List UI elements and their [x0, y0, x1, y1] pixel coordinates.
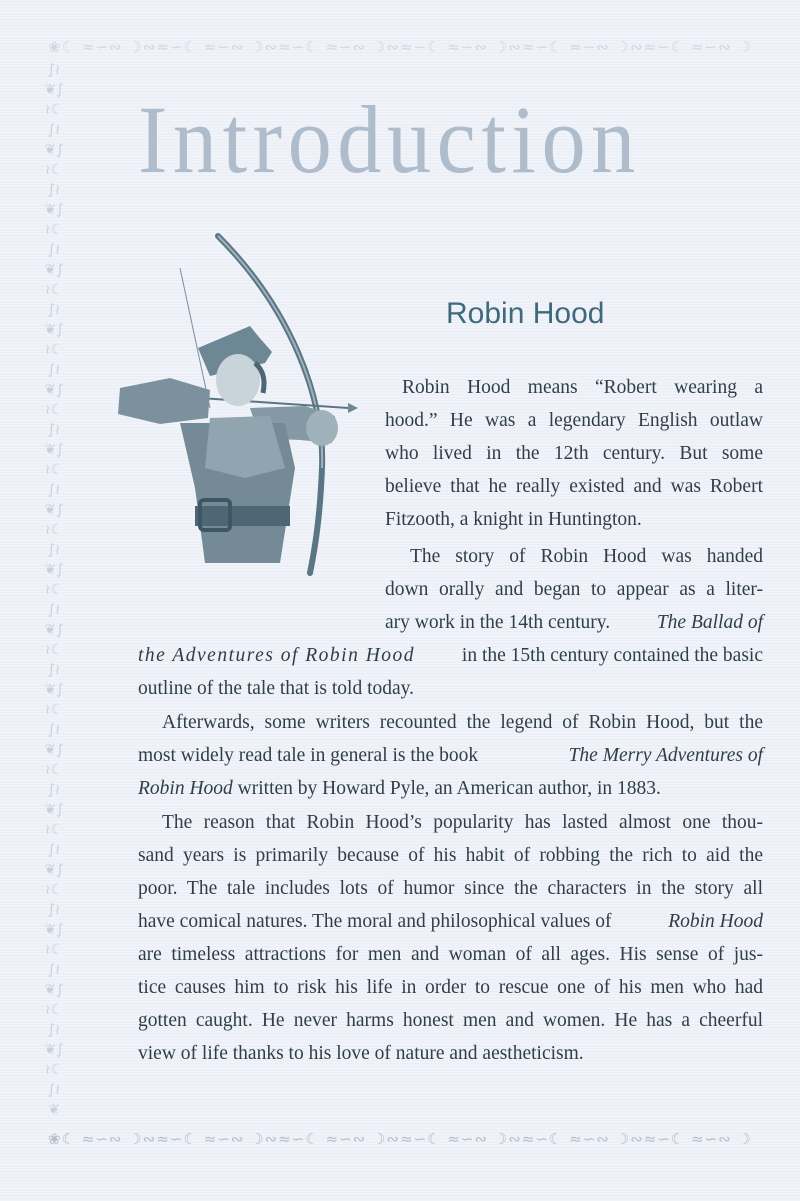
- paragraph-1-line-4: believe that he really existed and was Robert: [385, 476, 763, 497]
- merry-adventures-title-part-2: Robin Hood: [138, 778, 233, 799]
- paragraph-2-line-1: The story of Robin Hood was handed: [410, 546, 763, 567]
- paragraph-3-line-2-text: most widely read tale in general is the book: [138, 745, 479, 766]
- paragraph-3-line-3: [138, 772, 661, 805]
- section-heading: Robin Hood: [446, 297, 605, 330]
- paragraph-2-line-5: outline of the tale that is told today.: [138, 678, 415, 699]
- paragraph-3-line-2: [138, 739, 763, 772]
- ornamental-border-bottom: ❀☾ ≈∽∾ ☽∾≈∽☾ ≈∽∾ ☽∾≈∽☾ ≈∽∾ ☽∾≈∽☾ ≈∽∾ ☽∾≈∽☾ ≈∽∾ ☽∾≈∽☾ ≈∽∾ ☽: [48, 1130, 752, 1148]
- robin-hood-title-italic: Robin Hood: [668, 911, 763, 932]
- paragraph-4-line-6: tice causes him to risk his life in order to rescue one of his men who had: [138, 977, 763, 998]
- paragraph-1-line-2: hood.” He was a legendary English outlaw: [385, 410, 763, 431]
- paragraph-4-line-4-text: have comical natures. The moral and philosophical values of: [138, 911, 612, 932]
- page-title: Introduction: [138, 86, 641, 193]
- ornamental-border-top: ❀☾ ≈∽∾ ☽∾≈∽☾ ≈∽∾ ☽∾≈∽☾ ≈∽∾ ☽∾≈∽☾ ≈∽∾ ☽∾≈∽☾ ≈∽∾ ☽∾≈∽☾ ≈∽∾ ☽: [48, 38, 752, 56]
- paragraph-4-line-2: sand years is primarily because of his habit of robbing the rich to aid the: [138, 845, 763, 866]
- merry-adventures-title-part-1: The Merry Adventures of: [568, 745, 763, 766]
- paragraph-3-line-3-text: written by Howard Pyle, an American author, in 1883.: [232, 778, 661, 799]
- paragraph-4-line-1: The reason that Robin Hood’s popularity has lasted almost one thou-: [162, 812, 763, 833]
- paragraph-4-line-8: view of life thanks to his love of nature and aestheticism.: [138, 1043, 584, 1064]
- paragraph-2-line-4-text: in the 15th century contained the basic: [461, 645, 763, 666]
- paragraph-1-line-3: who lived in the 12th century. But some: [385, 443, 763, 464]
- paragraph-2-line-2: down orally and began to appear as a liter-: [385, 579, 763, 600]
- ballad-title-part-1: The Ballad of: [656, 612, 763, 633]
- paragraph-1-line-5: Fitzooth, a knight in Huntington.: [385, 509, 642, 530]
- ornamental-border-left: ∫≀❦∫≀☾∫≀❦∫≀☾∫≀❦∫≀☾∫≀❦∫≀☾∫≀❦∫≀☾∫≀❦∫≀☾∫≀❦∫≀☾∫≀❦∫≀☾∫≀❦∫≀☾∫≀❦∫≀☾∫≀❦∫≀☾∫≀❦∫≀☾∫≀❦∫≀☾∫≀❦∫≀☾∫≀❦∫≀☾∫≀❦∫≀☾∫≀❦∫≀☾∫≀❦: [44, 62, 64, 1118]
- paragraph-4-line-7: gotten caught. He never harms honest men and women. He has a cheerful: [138, 1010, 763, 1031]
- paragraph-2-line-3-text: ary work in the 14th century.: [385, 612, 611, 633]
- paragraph-2-line-4: [138, 639, 763, 672]
- paragraph-4-line-4: [138, 905, 763, 938]
- paragraph-4-line-5: are timeless attractions for men and woman of all ages. His sense of jus-: [138, 944, 763, 965]
- paragraph-1-line-1: Robin Hood means “Robert wearing a: [402, 377, 763, 398]
- paragraph-3-line-1: Afterwards, some writers recounted the legend of Robin Hood, but the: [162, 712, 763, 733]
- ballad-title-part-2: the Adventures of Robin Hood: [138, 645, 416, 666]
- paragraph-4-line-3: poor. The tale includes lots of humor since the characters in the story all: [138, 878, 763, 899]
- paragraph-2-line-3: [385, 606, 763, 639]
